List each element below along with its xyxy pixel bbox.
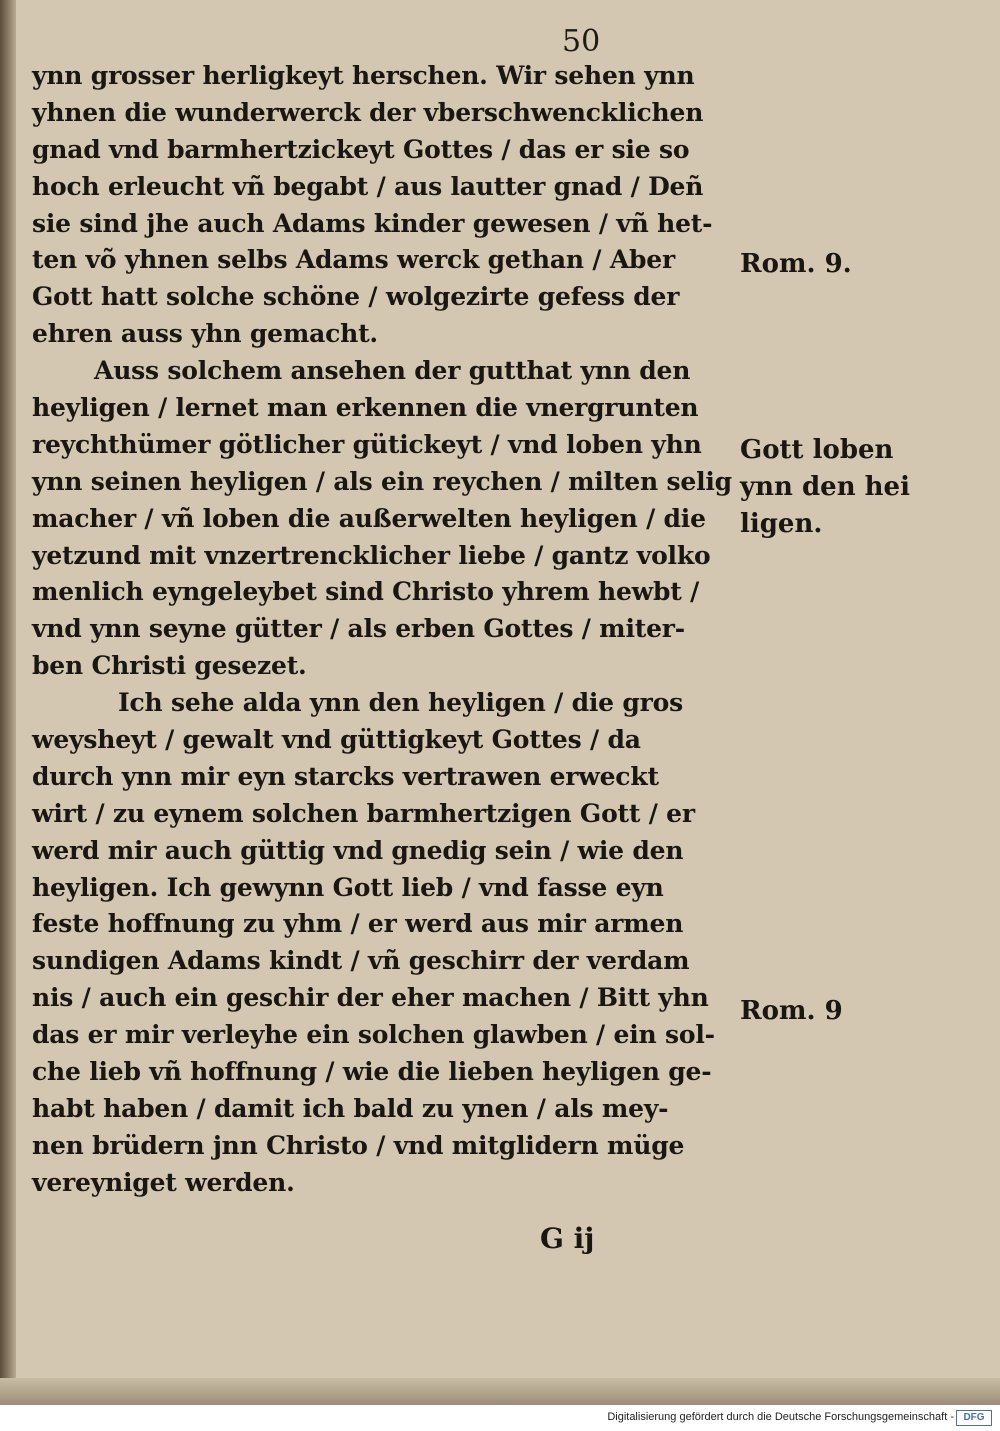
text-line: gnad vnd barmhertzickeyt Gottes / das er sie so bbox=[32, 134, 690, 164]
text-line: nis / auch ein geschir der eher machen / Bitt yhn bbox=[32, 983, 709, 1013]
dfg-logo-icon: DFG bbox=[956, 1410, 992, 1426]
text-line: yhnen die wunderwerck der vberschwencklichen bbox=[32, 97, 704, 127]
text-line: Ich sehe alda ynn den heyligen / die gros bbox=[118, 688, 683, 718]
margin-note-rom9-a: Rom. 9. bbox=[740, 249, 852, 279]
text-line: reychthümer götlicher gütickeyt / vnd loben yhn bbox=[32, 429, 702, 459]
text-line: weysheyt / gewalt vnd güttigkeyt Gottes / da bbox=[32, 725, 641, 755]
text-line: feste hoffnung zu yhm / er werd aus mir armen bbox=[32, 909, 684, 939]
text-line: hoch erleucht vñ begabt / aus lautter gnad / Deñ bbox=[32, 171, 704, 201]
text-line: vnd ynn seyne gütter / als erben Gottes / miter- bbox=[32, 614, 685, 644]
text-line: ynn seinen heyligen / als ein reychen / milten selig bbox=[32, 466, 732, 496]
text-line: ten võ yhnen selbs Adams werck gethan / Aber bbox=[32, 245, 675, 275]
text-line: ben Christi gesezet. bbox=[32, 651, 307, 681]
text-line: sundigen Adams kindt / vñ geschirr der verdam bbox=[32, 946, 690, 976]
text-line: ynn grosser herligkeyt herschen. Wir sehen ynn bbox=[32, 61, 695, 90]
page-number: 50 bbox=[562, 24, 601, 59]
margin-note-gott-loben-line3: ligen. bbox=[740, 509, 823, 539]
text-line: vereyniget werden. bbox=[32, 1167, 295, 1197]
text-line: heyligen / lernet man erkennen die vnergrunten bbox=[32, 393, 699, 423]
footer-credit: Digitalisierung gefördert durch die Deutsche Forschungsgemeinschaft - bbox=[607, 1411, 954, 1423]
text-line: nen brüdern jnn Christo / vnd mitglidern müge bbox=[32, 1130, 685, 1160]
text-line: macher / vñ loben die außerwelten heyligen / die bbox=[32, 503, 706, 533]
text-line: heyligen. Ich gewynn Gott lieb / vnd fasse eyn bbox=[32, 872, 664, 902]
text-line: menlich eyngeleybet sind Christo yhrem hewbt / bbox=[32, 577, 700, 607]
margin-note-gott-loben-line2: ynn den hei bbox=[740, 472, 910, 502]
footer-bar bbox=[0, 1405, 1000, 1431]
text-line: che lieb vñ hoffnung / wie die lieben heyligen ge- bbox=[32, 1057, 712, 1087]
text-line: yetzund mit vnzertrencklicher liebe / gantz volko bbox=[32, 540, 711, 570]
text-line: Auss solchem ansehen der gutthat ynn den bbox=[94, 356, 691, 386]
text-line: werd mir auch güttig vnd gnedig sein / wie den bbox=[32, 835, 684, 865]
text-line: das er mir verleyhe ein solchen glawben / ein sol- bbox=[32, 1020, 715, 1050]
page-bottom-edge bbox=[0, 1378, 1000, 1405]
text-line: sie sind jhe auch Adams kinder gewesen / vñ het- bbox=[32, 208, 713, 238]
text-line: ehren auss yhn gemacht. bbox=[32, 319, 378, 349]
text-line: wirt / zu eynem solchen barmhertzigen Gott / er bbox=[32, 798, 695, 828]
margin-note-rom9-b: Rom. 9 bbox=[740, 996, 843, 1026]
margin-note-gott-loben-line1: Gott loben bbox=[740, 435, 894, 465]
text-line: Gott hatt solche schöne / wolgezirte gefess der bbox=[32, 282, 680, 312]
catchword-signature: G ij bbox=[540, 1222, 595, 1255]
text-line: habt haben / damit ich bald zu ynen / als mey- bbox=[32, 1093, 669, 1123]
page-spine-shadow bbox=[0, 0, 16, 1405]
main-text-block bbox=[32, 58, 732, 1202]
text-line: durch ynn mir eyn starcks vertrawen erweckt bbox=[32, 761, 659, 791]
